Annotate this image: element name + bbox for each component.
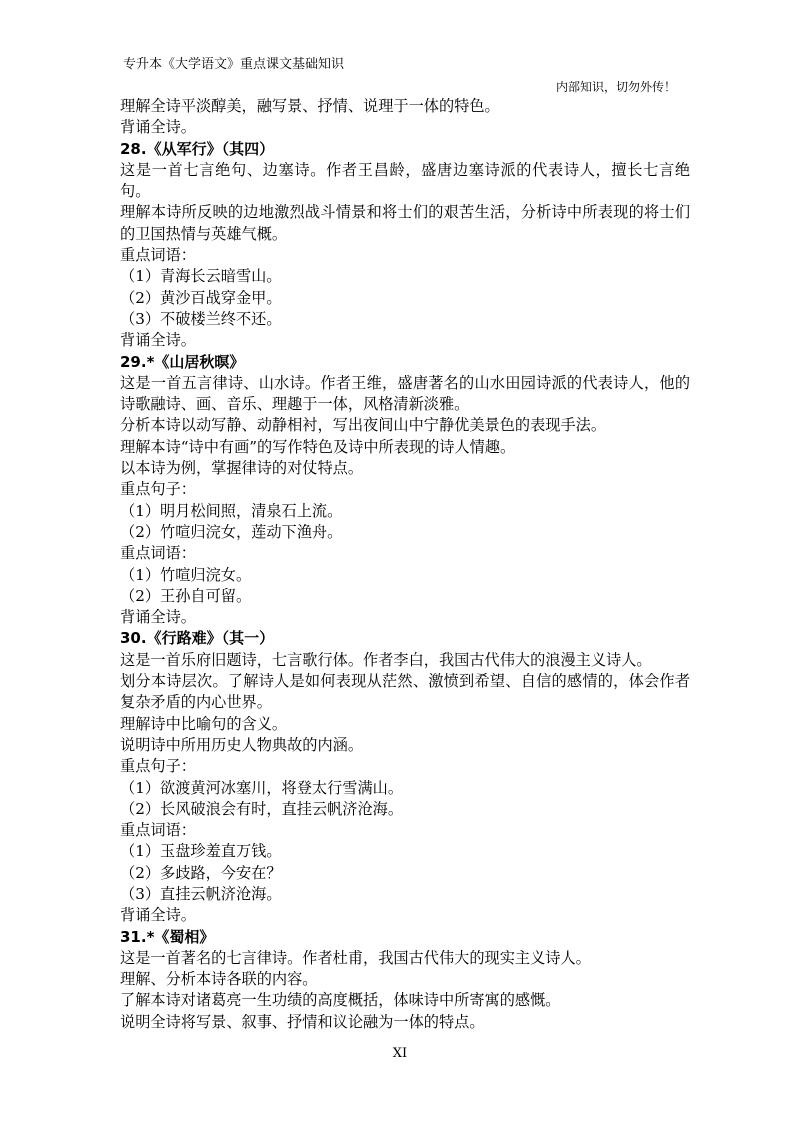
confidential-notice: 内部知识，切勿外传！ bbox=[555, 80, 676, 94]
section-31-heading: 31.*《蜀相》 bbox=[120, 927, 215, 946]
intro-line-1: 理解全诗平淡醇美，融写景、抒情、说理于一体的特色。 bbox=[120, 97, 500, 115]
section-31-paragraph-4: 说明全诗将写景、叙事、抒情和议论融为一体的特点。 bbox=[120, 1012, 485, 1031]
section-30-paragraph-2: 划分本诗层次。了解诗人是如何表现从茫然、激愤到希望、自信的感情的，体会作者复杂矛盾的内心世界。 bbox=[120, 672, 690, 712]
section-28-recite: 背诵全诗。 bbox=[120, 331, 196, 350]
section-29-word-2: （2）王孙自可留。 bbox=[120, 586, 252, 605]
section-29-recite: 背诵全诗。 bbox=[120, 608, 196, 627]
section-30-sentence-2: （2）长风破浪会有时，直挂云帆济沧海。 bbox=[120, 799, 404, 818]
section-29-paragraph-3: 理解本诗“诗中有画”的写作特色及诗中所表现的诗人情趣。 bbox=[120, 437, 516, 456]
section-31-paragraph-2: 理解、分析本诗各联的内容。 bbox=[120, 970, 318, 989]
section-30-heading: 30.《行路难》（其一） bbox=[120, 629, 275, 648]
section-29-sentence-2: （2）竹喧归浣女，莲动下渔舟。 bbox=[120, 522, 343, 541]
section-29-paragraph-4: 以本诗为例，掌握律诗的对仗特点。 bbox=[120, 459, 363, 478]
section-29-sentence-1: （1）明月松间照，清泉石上流。 bbox=[120, 501, 343, 520]
section-29-paragraph-1: 这是一首五言律诗、山水诗。作者王维，盛唐著名的山水田园诗派的代表诗人，他的诗歌融诗、画、音乐、理趣于一体，风格清新淡雅。 bbox=[120, 373, 690, 414]
section-30-paragraph-1: 这是一首乐府旧题诗，七言歌行体。作者李白，我国古代伟大的浪漫主义诗人。 bbox=[120, 650, 652, 669]
section-31-paragraph-3: 了解本诗对诸葛亮一生功绩的高度概括，体味诗中所寄寓的感慨。 bbox=[120, 991, 561, 1010]
section-30-words-label: 重点词语： bbox=[120, 821, 196, 840]
section-28-word-1: （1）青海长云暗雪山。 bbox=[120, 267, 282, 286]
section-29-words-label: 重点词语： bbox=[120, 544, 196, 563]
section-30-word-3: （3）直挂云帆济沧海。 bbox=[120, 884, 282, 903]
section-30-sentence-1: （1）欲渡黄河冰塞川，将登太行雪满山。 bbox=[120, 778, 404, 797]
section-29-word-1: （1）竹喧归浣女。 bbox=[120, 565, 252, 584]
section-28-word-3: （3）不破楼兰终不还。 bbox=[120, 309, 282, 328]
section-28-paragraph-2: 理解本诗所反映的边地激烈战斗情景和将士们的艰苦生活，分析诗中所表现的将士们的卫国热情与英雄气概。 bbox=[120, 203, 690, 243]
intro-recite: 背诵全诗。 bbox=[120, 118, 196, 137]
section-31-paragraph-1: 这是一首著名的七言律诗。作者杜甫，我国古代伟大的现实主义诗人。 bbox=[120, 948, 591, 967]
section-30-paragraph-3: 理解诗中比喻句的含义。 bbox=[120, 714, 288, 733]
document-body bbox=[120, 96, 690, 1033]
section-29-sentences-label: 重点句子： bbox=[120, 480, 196, 499]
section-30-recite: 背诵全诗。 bbox=[120, 906, 196, 925]
section-28-heading: 28.《从军行》（其四） bbox=[120, 139, 275, 158]
page-number: XI bbox=[392, 1046, 408, 1061]
document-header-title: 专升本《大学语文》重点课文基础知识 bbox=[123, 57, 345, 72]
section-30-paragraph-4: 说明诗中所用历史人物典故的内涵。 bbox=[120, 735, 363, 754]
section-30-word-1: （1）玉盘珍羞直万钱。 bbox=[120, 842, 282, 861]
section-30-sentences-label: 重点句子： bbox=[120, 757, 196, 776]
section-28-word-2: （2）黄沙百战穿金甲。 bbox=[120, 288, 282, 307]
section-30-word-2: （2）多歧路，今安在？ bbox=[120, 863, 282, 882]
section-28-paragraph-1: 这是一首七言绝句、边塞诗。作者王昌龄，盛唐边塞诗派的代表诗人，擅长七言绝句。 bbox=[120, 160, 690, 201]
section-28-words-label: 重点词语： bbox=[120, 246, 196, 265]
section-29-heading: 29.*《山居秋暝》 bbox=[120, 352, 245, 371]
section-29-paragraph-2: 分析本诗以动写静、动静相衬，写出夜间山中宁静优美景色的表现手法。 bbox=[120, 416, 606, 435]
